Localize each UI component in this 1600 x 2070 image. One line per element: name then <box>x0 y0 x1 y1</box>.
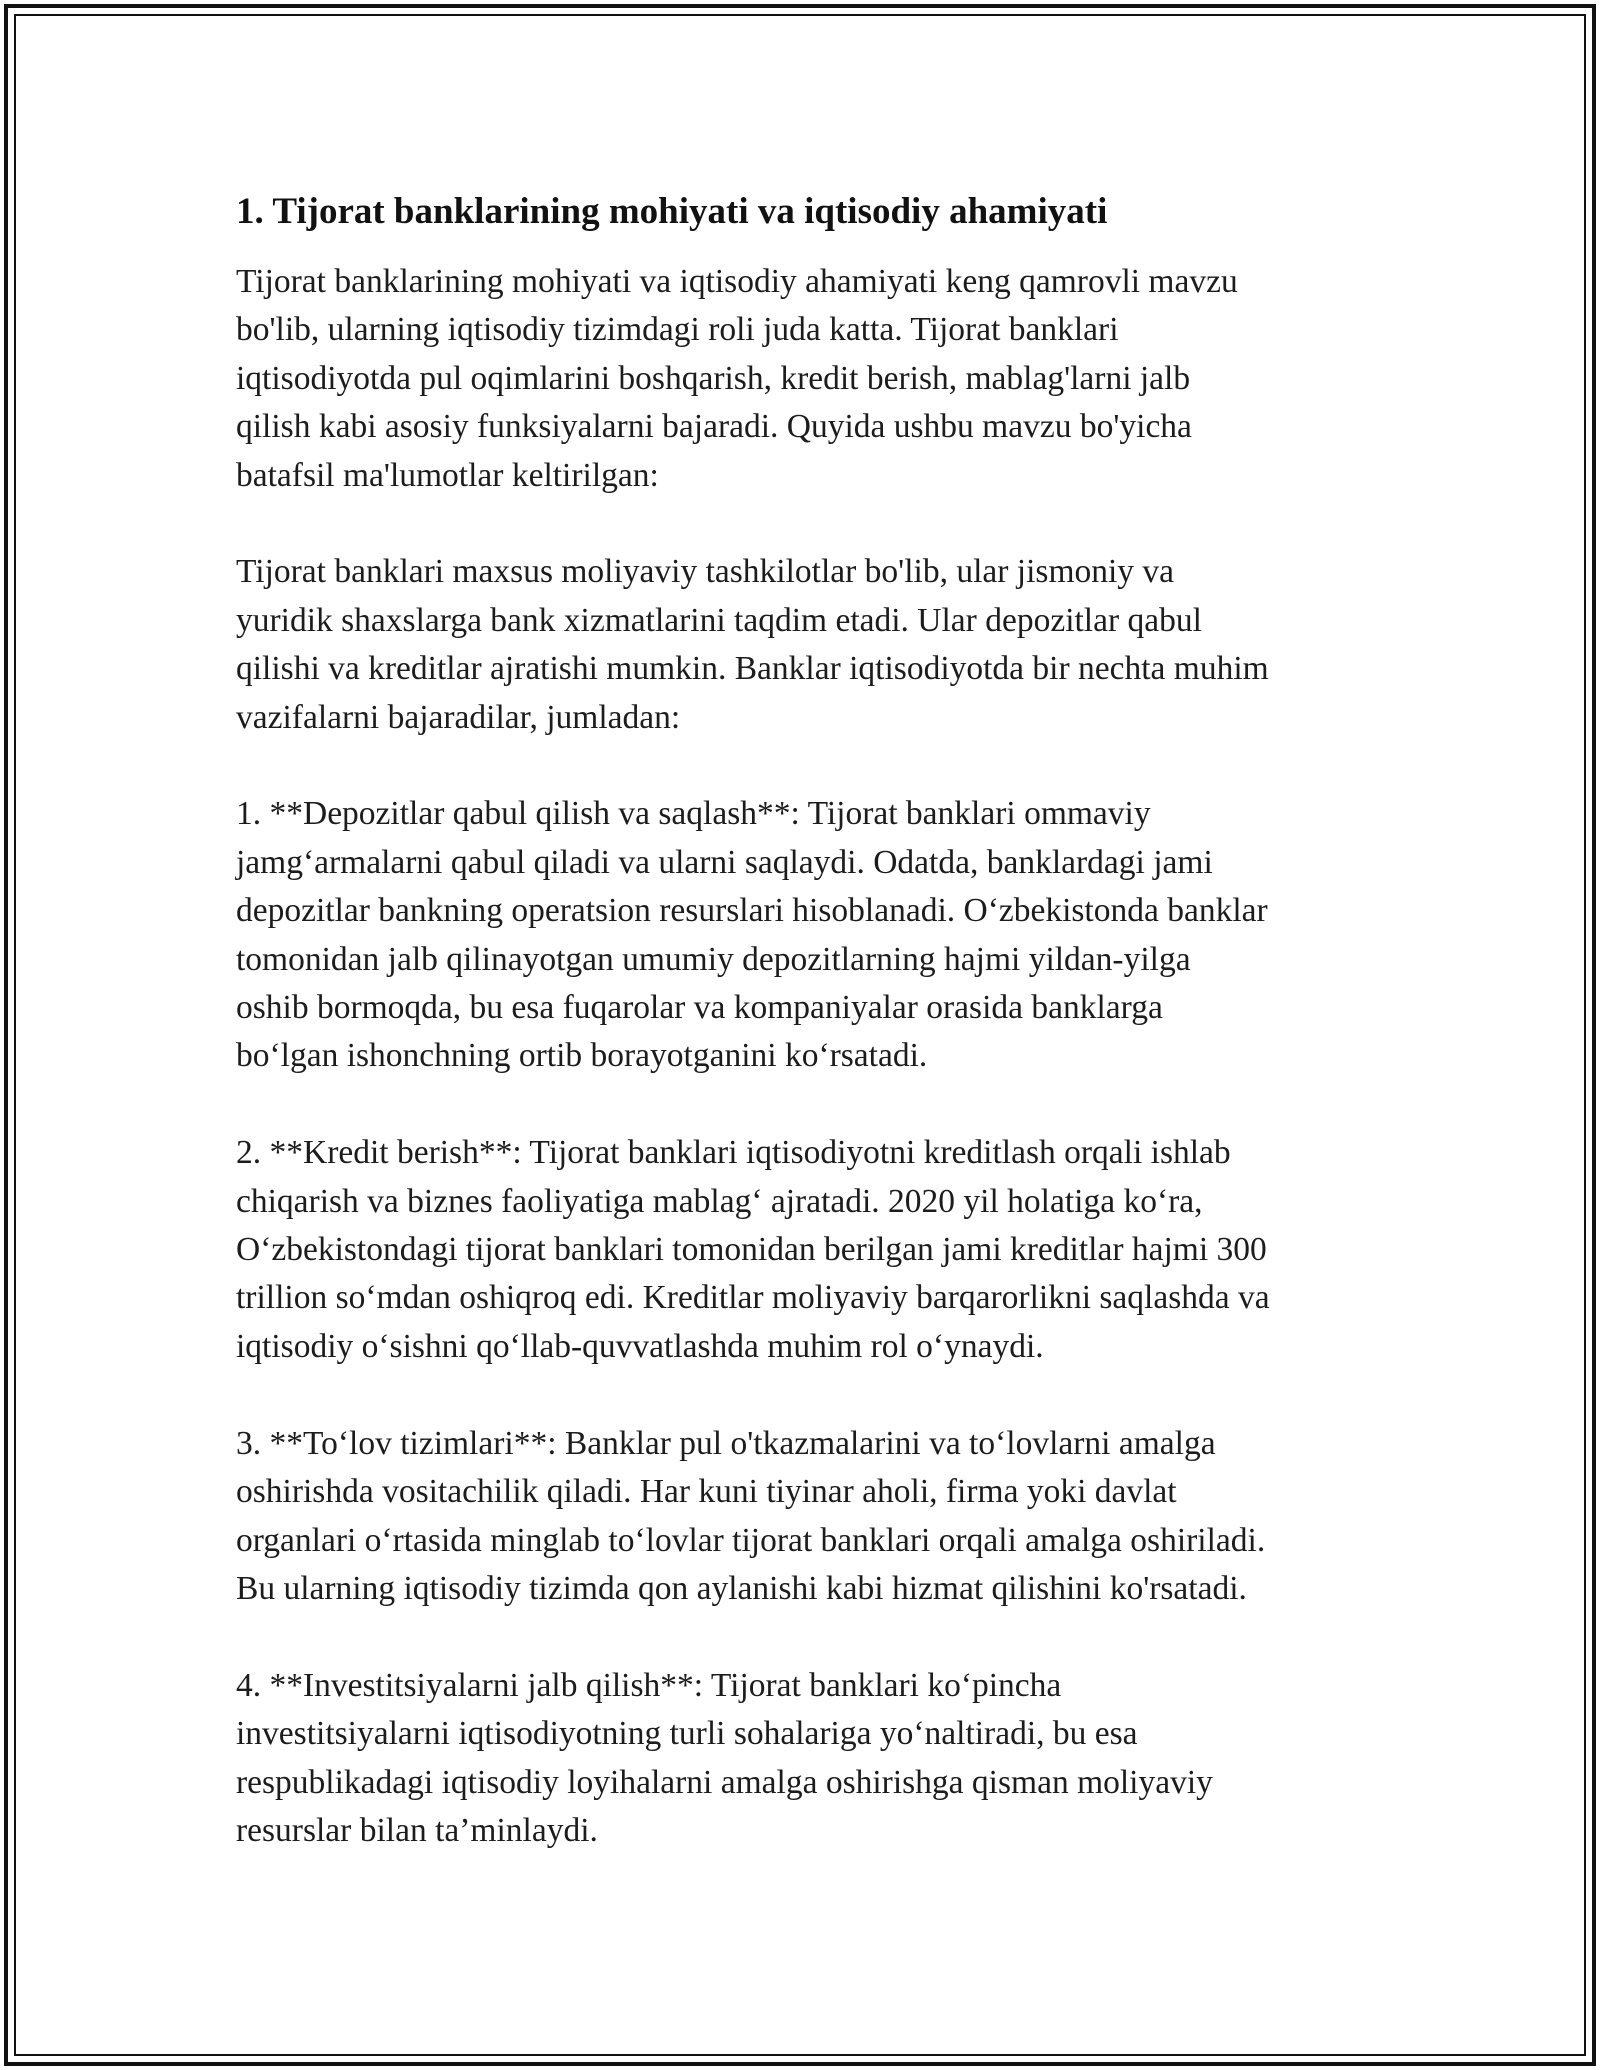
text-line: iqtisodiy o‘sishni qo‘llab-quvvatlashda muhim rol o‘ynaydi. <box>236 1327 1044 1365</box>
text-line: depozitlar bankning operatsion resurslari hisoblanadi. O‘zbekistonda banklar <box>236 892 1268 930</box>
text-line: tomonidan jalb qilinayotgan umumiy depozitlarning hajmi yildan-yilga <box>236 940 1191 978</box>
text-line: yuridik shaxslarga bank xizmatlarini taqdim etadi. Ular depozitlar qabul <box>236 601 1202 639</box>
list-item-investments <box>236 1662 1376 1856</box>
text-line: Bu ularning iqtisodiy tizimda qon aylanishi kabi hizmat qilishini ko'rsatadi. <box>236 1569 1247 1607</box>
text-line: oshirishda vositachilik qiladi. Har kuni tiyinar aholi, firma yoki davlat <box>236 1473 1177 1511</box>
text-line: Tijorat banklarining mohiyati va iqtisodiy ahamiyati keng qamrovli mavzu <box>236 263 1238 300</box>
text-line: investitsiyalarni iqtisodiyotning turli sohalariga yo‘naltiradi, bu esa <box>236 1715 1138 1753</box>
text-line: 2. **Kredit berish**: Tijorat banklari iqtisodiyotni kreditlash orqali ishlab <box>236 1134 1231 1172</box>
document-body <box>236 188 1376 1904</box>
text-line: vazifalarni bajaradilar, jumladan: <box>236 698 681 736</box>
text-line: 1. **Depozitlar qabul qilish va saqlash**: Tijorat banklari ommaviy <box>236 795 1151 833</box>
paragraph-definition <box>236 548 1376 742</box>
text-line: qilish kabi asosiy funksiyalarni bajaradi. Quyida ushbu mavzu bo'yicha <box>236 408 1192 446</box>
text-line: oshib bormoqda, bu esa fuqarolar va kompaniyalar orasida banklarga <box>236 989 1163 1027</box>
text-line: resurslar bilan ta’minlaydi. <box>236 1811 598 1849</box>
text-line: O‘zbekistondagi tijorat banklari tomonidan berilgan jami kreditlar hajmi 300 <box>236 1231 1267 1269</box>
text-line: organlari o‘rtasida minglab to‘lovlar tijorat banklari orqali amalga oshiriladi. <box>236 1521 1266 1559</box>
text-line: bo'lib, ularning iqtisodiy tizimdagi roli juda katta. Tijorat banklari <box>236 311 1119 349</box>
text-line: respublikadagi iqtisodiy loyihalarni amalga oshirishga qisman moliyaviy <box>236 1763 1213 1801</box>
text-line: qilishi va kreditlar ajratishi mumkin. Banklar iqtisodiyotda bir nechta muhim <box>236 650 1269 688</box>
list-item-deposits <box>236 790 1376 1080</box>
text-line: chiqarish va biznes faoliyatiga mablag‘ ajratadi. 2020 yil holatiga ko‘ra, <box>236 1182 1203 1220</box>
text-line: bo‘lgan ishonchning ortib borayotganini ko‘rsatadi. <box>236 1037 928 1075</box>
text-line: iqtisodiyotda pul oqimlarini boshqarish, kredit berish, mablag'larni jalb <box>236 359 1191 397</box>
text-line: 4. **Investitsiyalarni jalb qilish**: Tijorat banklari ko‘pincha <box>236 1666 1062 1704</box>
text-line: trillion so‘mdan oshiqroq edi. Kreditlar moliyaviy barqarorlikni saqlashda va <box>236 1279 1270 1317</box>
text-line: jamg‘armalarni qabul qiladi va ularni saqlaydi. Odatda, banklardagi jami <box>236 843 1213 881</box>
list-item-credit <box>236 1129 1376 1371</box>
paragraph-intro <box>236 258 1376 500</box>
section-heading: 1. Tijorat banklarining mohiyati va iqtisodiy ahamiyati <box>236 191 1108 232</box>
list-item-payments <box>236 1420 1376 1614</box>
text-line: 3. **To‘lov tizimlari**: Banklar pul o'tkazmalarini va to‘lovlarni amalga <box>236 1424 1216 1462</box>
text-line: batafsil ma'lumotlar keltirilgan: <box>236 456 659 494</box>
text-line: Tijorat banklari maxsus moliyaviy tashkilotlar bo'lib, ular jismoniy va <box>236 553 1175 591</box>
